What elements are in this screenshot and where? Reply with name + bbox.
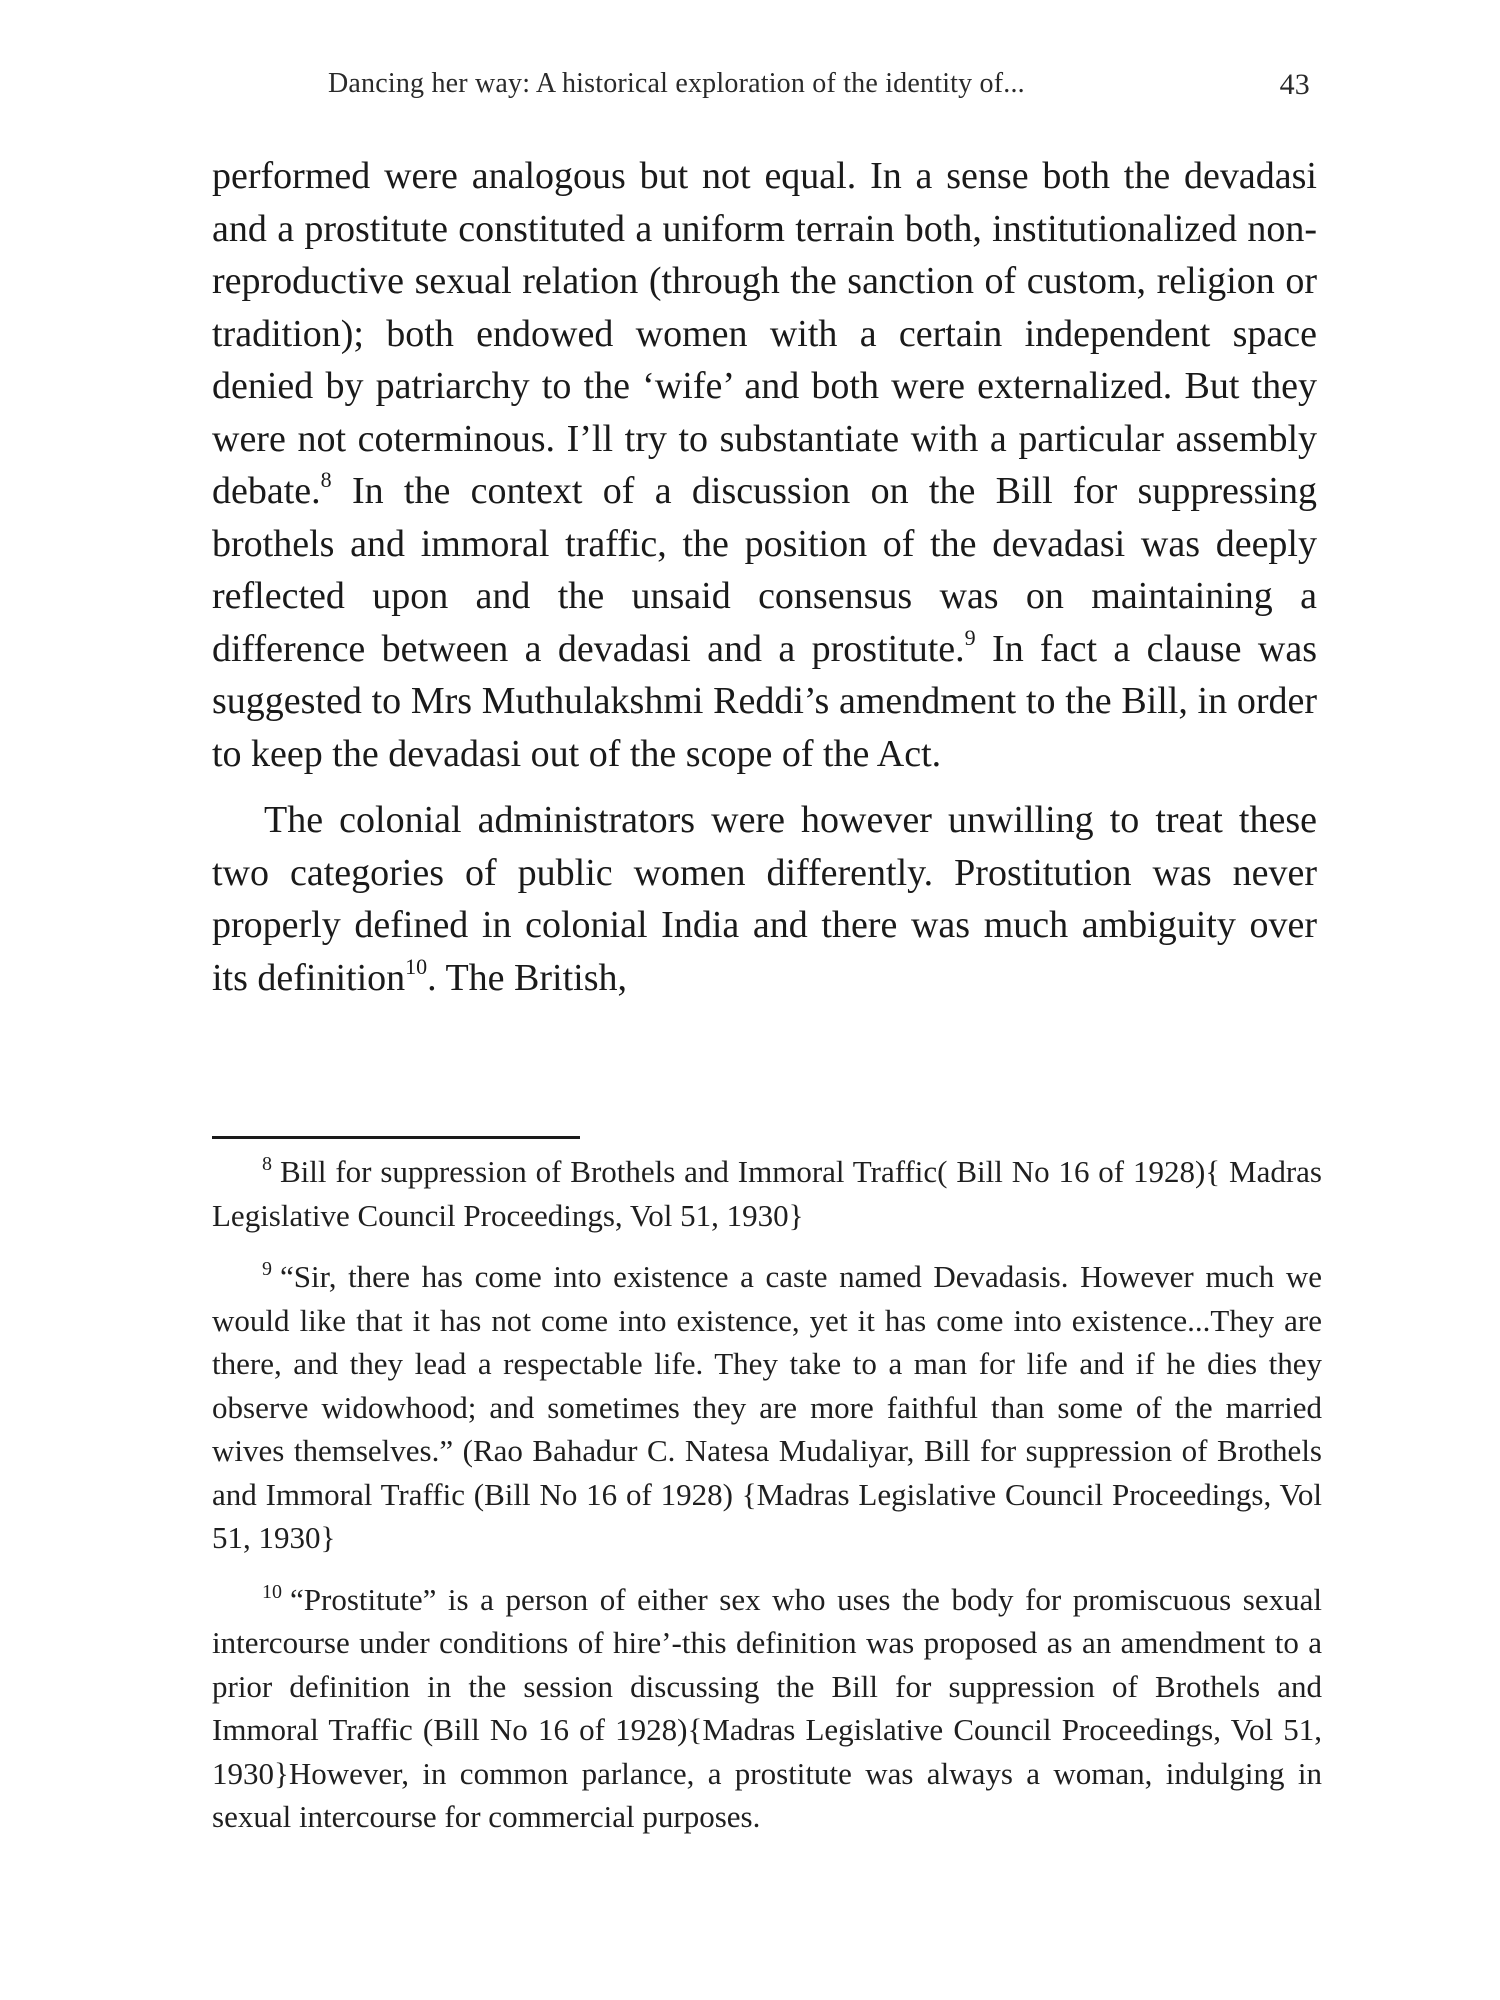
paragraph-2-text-b: . The British, xyxy=(427,956,628,999)
footnote-ref-10: 10 xyxy=(405,953,428,979)
running-title: Dancing her way: A historical exploration of the identity of... xyxy=(328,68,1025,99)
paragraph-2-text-a: The colonial administrators were however unwilling to treat these two categories of public women differently. Prostitution was never properly defined in colonial India and there was much ambiguity over its definition xyxy=(212,799,1317,999)
footnote-ref-8: 8 xyxy=(320,467,332,492)
paragraph-1-text-c: In fact a clause was suggested to Mrs Muthulakshmi Reddi’s amendment to the Bill, in order to keep the devadasi out of the scope of the Act. xyxy=(212,627,1317,775)
page-number: 43 xyxy=(1279,68,1310,101)
footnote-separator xyxy=(212,1136,580,1139)
footnote-9 xyxy=(212,1255,1322,1560)
footnote-ref-9: 9 xyxy=(964,624,976,650)
paragraph-1-text-b: In the context of a discussion on the Bill for suppressing brothels and immoral traffic, the position of the devadasi was deeply reflected upon and the unsaid consensus was on maintaining a difference between a devadasi and a prostitute. xyxy=(212,470,1317,670)
footnote-number: 8 xyxy=(262,1153,272,1175)
footnotes xyxy=(212,1150,1322,1857)
footnote-number: 9 xyxy=(262,1258,272,1280)
footnote-text: “Prostitute” is a person of either sex who uses the body for promiscuous sexual intercourse under conditions of hire’-this definition was proposed as an amendment to a prior definition in the session discussing the Bill for suppression of Brothels and Immoral Traffic (Bill No 16 of 1928){Madras Legislative Council Proceedings, Vol 51, 1930}However, in common parlance, a prostitute was always a woman, indulging in sexual intercourse for commercial purposes. xyxy=(212,1581,1322,1834)
footnote-8 xyxy=(212,1150,1322,1237)
footnote-10 xyxy=(212,1578,1322,1839)
footnote-number: 10 xyxy=(262,1580,282,1603)
paragraph-1-text-a: performed were analogous but not equal. In a sense both the devadasi and a prostitute constituted a uniform terrain both, institutionalized non-reproductive sexual relation (through the sanction of custom, religion or tradition); both endowed women with a certain independent space denied by patriarchy to the ‘wife’ and both were externalized. But they were not coterminous. I’ll try to substantiate with a particular assembly debate. xyxy=(212,155,1317,512)
running-header xyxy=(328,68,1310,108)
footnote-text: Bill for suppression of Brothels and Immoral Traffic( Bill No 16 of 1928){ Madras Legislative Council Proceedings, Vol 51, 1930} xyxy=(212,1154,1322,1233)
footnote-text: “Sir, there has come into existence a caste named Devadasis. However much we would like that it has not come into existence, yet it has come into existence...They are there, and they lead a respectable life. They take to a man for life and if he dies they observe widowhood; and sometimes they are more faithful than some of the married wives themselves.” (Rao Bahadur C. Natesa Mudaliyar, Bill for suppression of Brothels and Immoral Traffic (Bill No 16 of 1928) {Madras Legislative Council Proceedings, Vol 51, 1930} xyxy=(212,1259,1322,1555)
paragraph-1 xyxy=(212,150,1317,780)
paragraph-2 xyxy=(212,794,1317,1004)
main-text xyxy=(212,150,1317,1004)
